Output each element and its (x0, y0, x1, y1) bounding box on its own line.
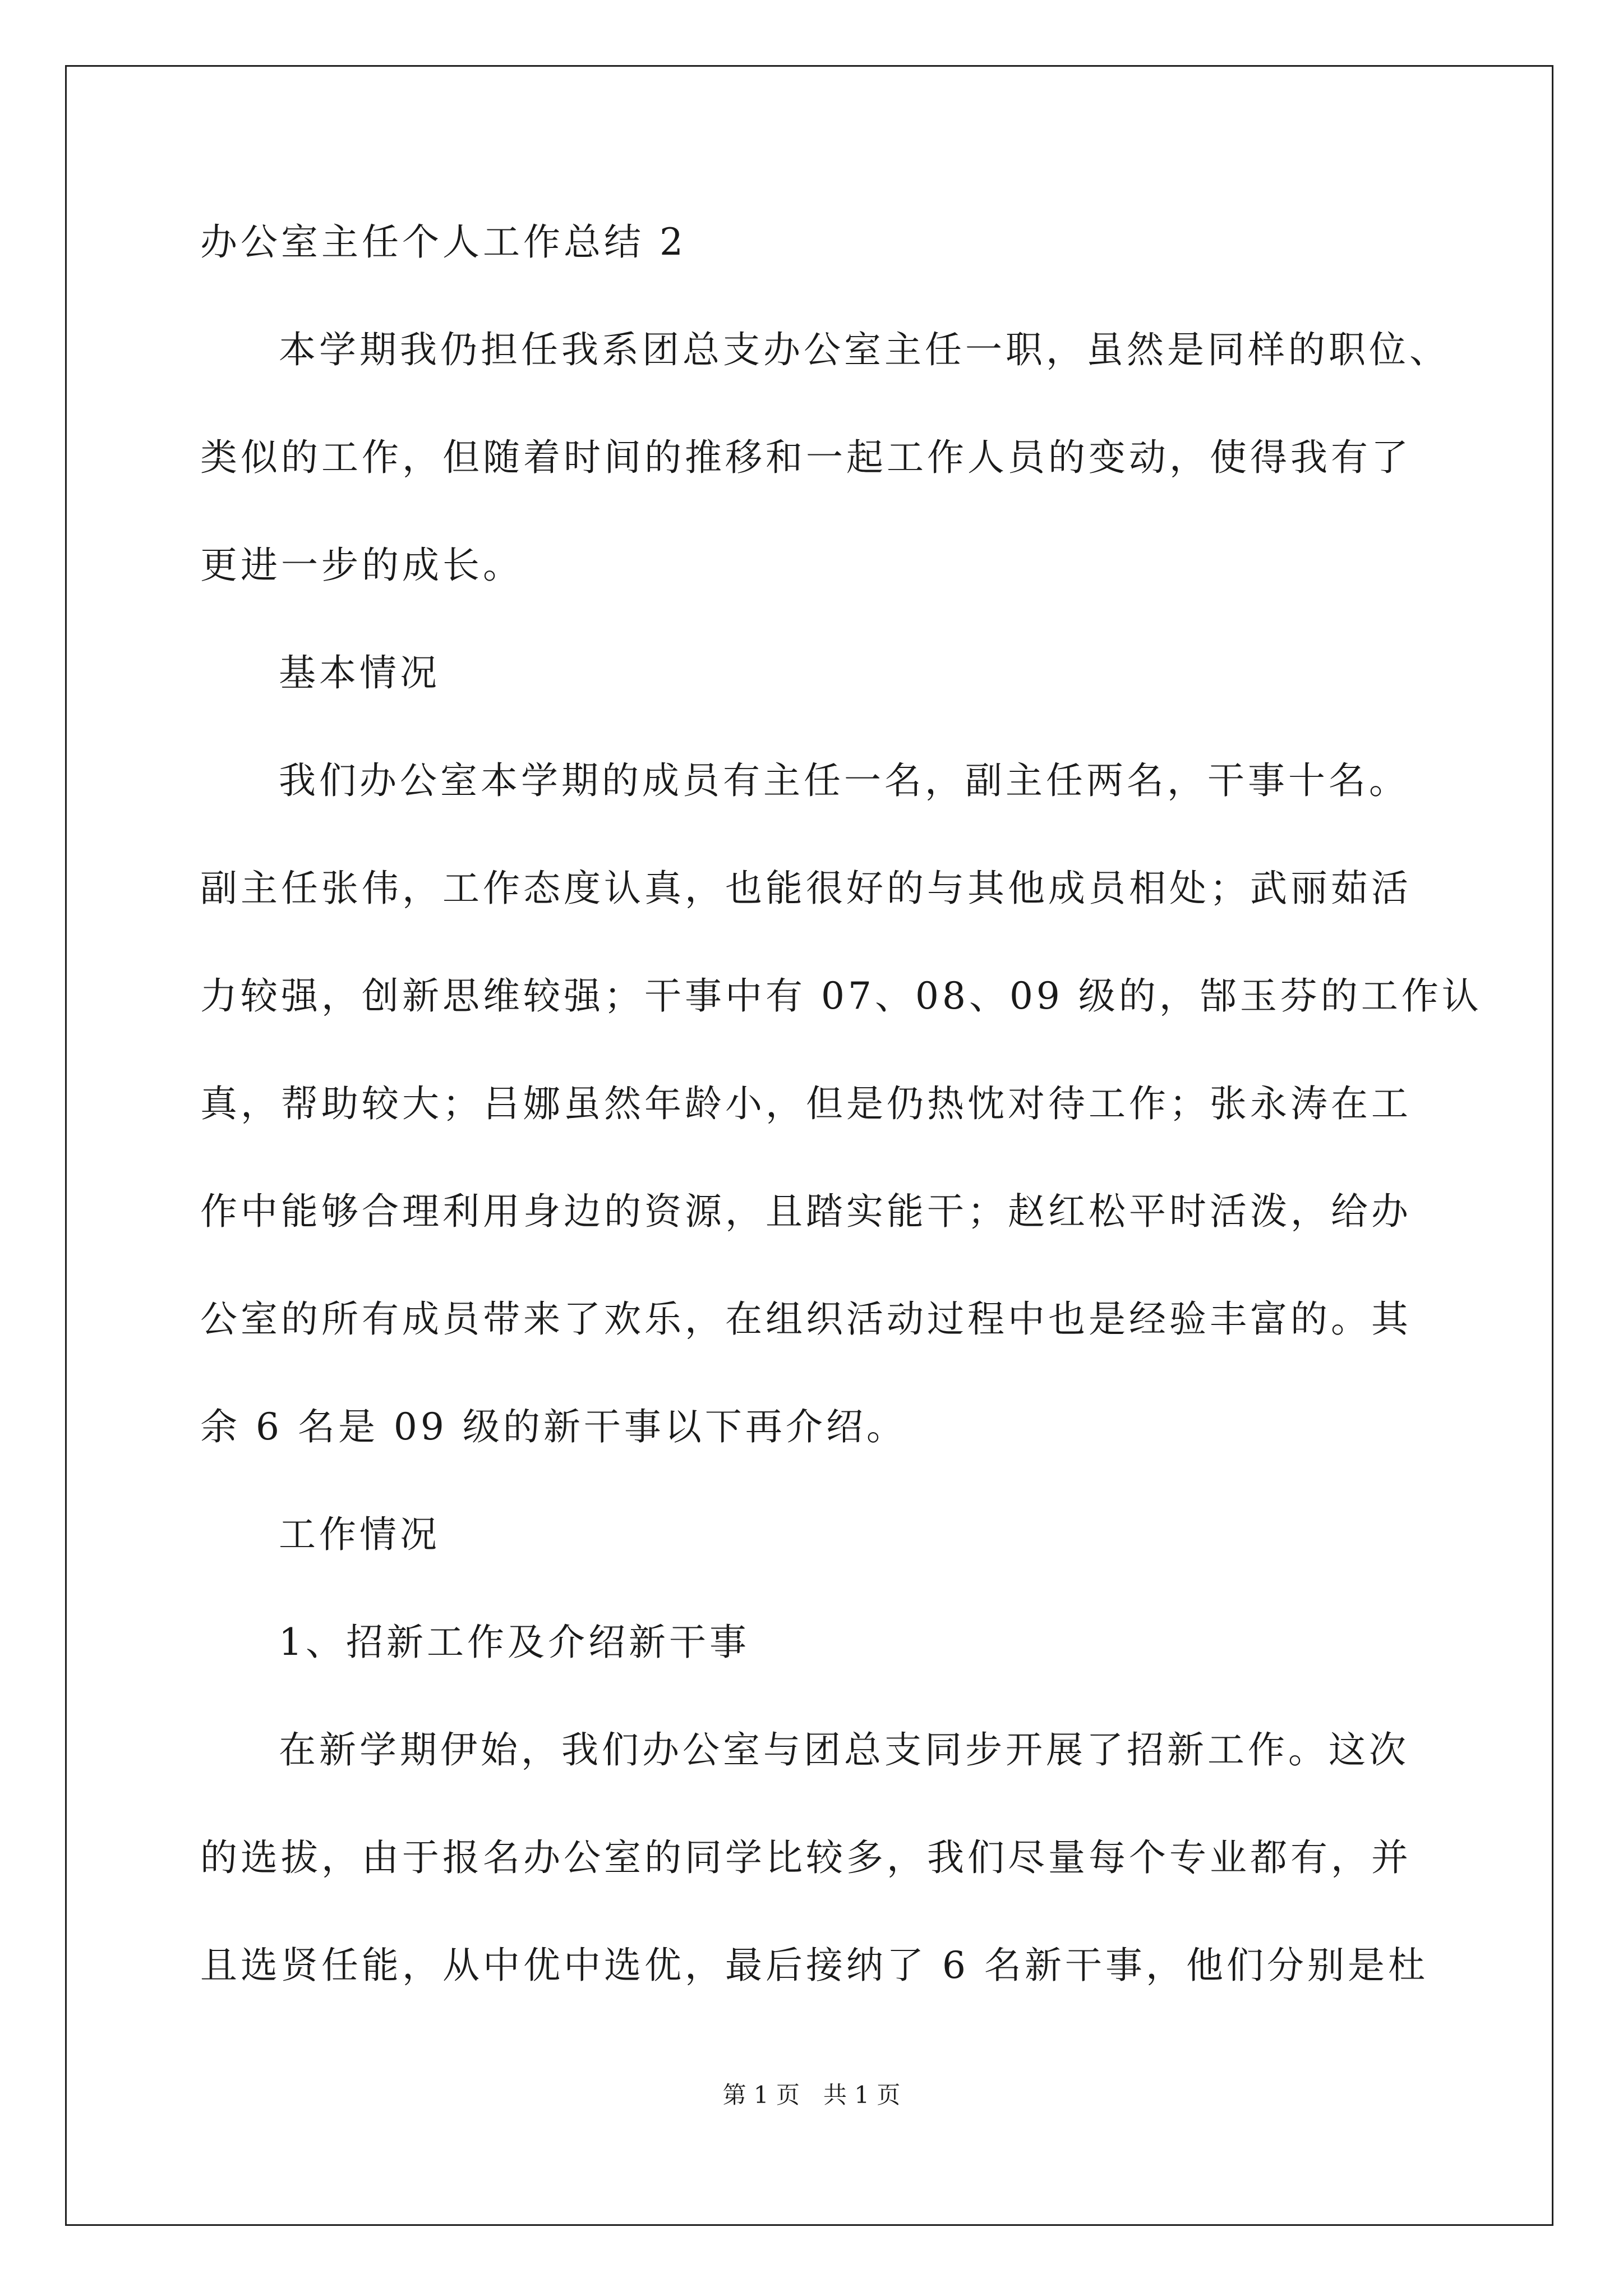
paragraph-line: 力较强，创新思维较强；干事中有 07、08、09 级的，郜玉芬的工作认 (200, 974, 1482, 1018)
paragraph-line: 的选拔，由于报名办公室的同学比较多，我们尽量每个专业都有，并 (200, 1836, 1412, 1879)
section-heading: 工作情况 (279, 1513, 440, 1556)
section-heading: 基本情况 (279, 651, 440, 694)
paragraph-line: 作中能够合理利用身边的资源，且踏实能干；赵红松平时活泼，给办 (200, 1190, 1412, 1233)
paragraph-line: 副主任张伟，工作态度认真，也能很好的与其他成员相处；武丽茹活 (200, 867, 1412, 910)
paragraph-line: 余 6 名是 09 级的新干事以下再介绍。 (200, 1405, 907, 1448)
paragraph-line: 且选贤任能，从中优中选优，最后接纳了 6 名新干事，他们分别是杜 (200, 1944, 1428, 1987)
paragraph-line: 本学期我仍担任我系团总支办公室主任一职，虽然是同样的职位、 (279, 328, 1450, 371)
subsection-heading: 1、招新工作及介绍新干事 (279, 1621, 750, 1664)
paragraph-line: 更进一步的成长。 (200, 544, 523, 587)
paragraph-line: 我们办公室本学期的成员有主任一名，副主任两名，干事十名。 (279, 759, 1409, 802)
paragraph-line: 公室的所有成员带来了欢乐，在组织活动过程中也是经验丰富的。其 (200, 1297, 1412, 1341)
document-title: 办公室主任个人工作总结 2 (200, 220, 686, 264)
paragraph-line: 真，帮助较大；吕娜虽然年龄小，但是仍热忱对待工作；张永涛在工 (200, 1082, 1412, 1125)
page-frame (65, 65, 1553, 2226)
page-number-footer: 第 1 页 共 1 页 (722, 2081, 901, 2109)
paragraph-line: 在新学期伊始，我们办公室与团总支同步开展了招新工作。这次 (279, 1728, 1409, 1772)
paragraph-line: 类似的工作，但随着时间的推移和一起工作人员的变动，使得我有了 (200, 436, 1412, 479)
